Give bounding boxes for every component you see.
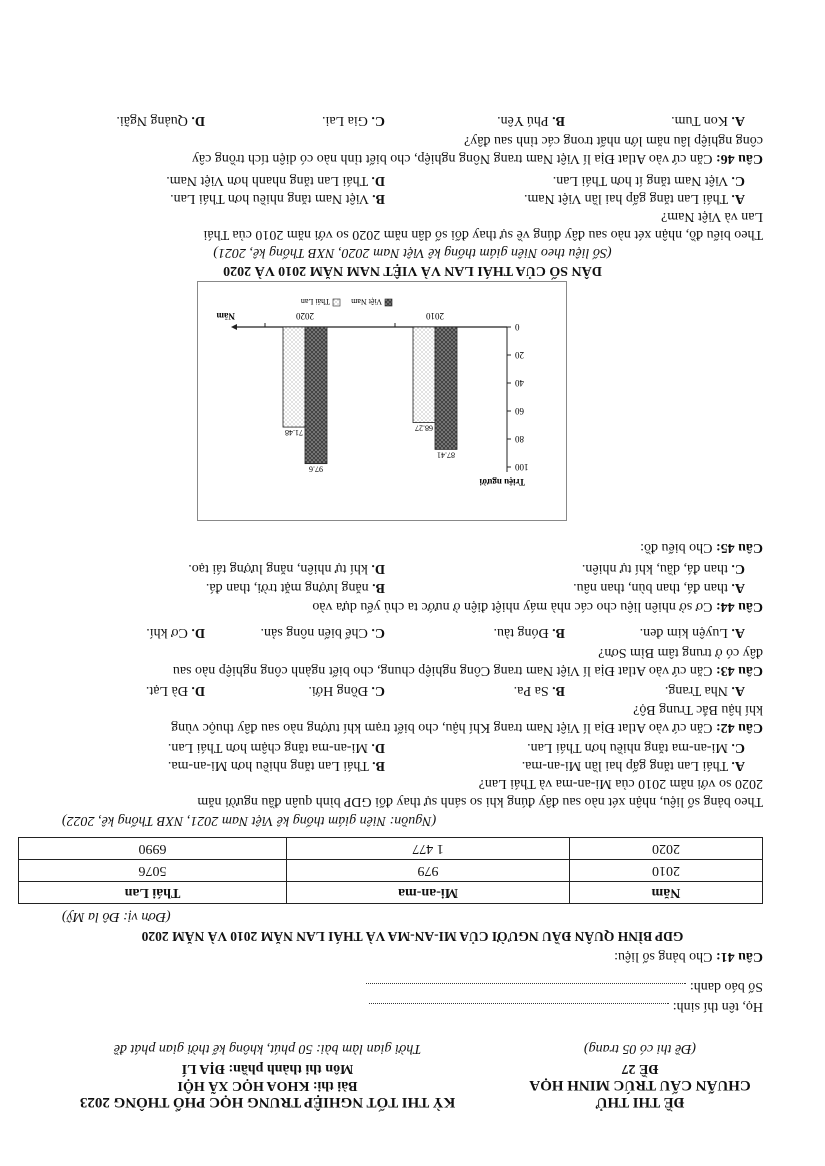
q46-text: Căn cứ vào Atlat Địa lí Việt Nam trang Nông nghiệp, cho biết tỉnh nào có diện tích trồng cây: [191, 151, 713, 166]
q45-stem-2: Lan và Việt Nam?: [661, 209, 763, 224]
header-right-1: KỲ THI TỐT NGHIỆP TRUNG HỌC PHỔ THÔNG 2023: [79, 1094, 456, 1110]
table-header-row: [19, 882, 763, 904]
q46-option-a[interactable]: A. Kon Tum.: [671, 113, 745, 128]
legend-swatch: [385, 299, 392, 306]
bar-value-label: 71.48: [285, 428, 303, 438]
q43-option-b[interactable]: B. Đóng tàu.: [493, 625, 565, 640]
student-name-field[interactable]: [369, 1003, 669, 1016]
header-left-2: CHUẨN CẤU TRÚC MINH HỌA: [529, 1077, 751, 1093]
bar-thái-lan-2010: [413, 327, 435, 423]
q44-text: Cơ sở nhiên liệu cho các nhà máy nhiệt điện ở nước ta chủ yếu dựa vào: [312, 599, 713, 614]
q42-option-b[interactable]: B. Sa Pa.: [513, 683, 565, 698]
q45-option-a-text: Thái Lan tăng gấp hai lần Việt Nam.: [523, 191, 729, 206]
q44-option-b[interactable]: B. năng lượng mặt trời, than đá.: [205, 580, 385, 595]
q46-option-c-text: Gia Lai.: [322, 113, 368, 128]
q45-option-c-text: Việt Nam tăng ít hơn Thái Lan.: [552, 173, 729, 188]
q46-stem-1: [192, 150, 763, 166]
q43-option-c-text: Chế biến nông sản.: [260, 625, 368, 640]
x-tick-label: 2010: [426, 311, 444, 321]
q46-option-c[interactable]: C. Gia Lai.: [322, 113, 385, 128]
table-header-cell: Năm: [570, 882, 763, 904]
header-right-4: Thời gian làm bài: 50 phút, không kể thời gian phát đề: [113, 1041, 422, 1056]
student-name-row: [369, 998, 763, 1016]
bar-việt-nam-2010: [435, 327, 457, 449]
table-header-cell: Thái Lan: [19, 882, 287, 904]
q44-option-b-text: năng lượng mặt trời, than đá.: [205, 580, 369, 595]
legend-label: Việt Nam: [351, 297, 382, 306]
q45-stem-1: Theo biểu đồ, nhận xét nào sau đây đúng về sự thay đổi số dân năm 2020 so với năm 2010 của Thái: [203, 227, 763, 242]
q41-option-a[interactable]: A. Thái Lan tăng gấp hai lần Mi-an-ma.: [521, 758, 745, 773]
header-left-4: (Đề thi có 05 trang): [584, 1041, 696, 1056]
q44-option-c-text: than đá, dầu, khí tự nhiên.: [581, 561, 728, 576]
q44-option-a-text: than đá, than bùn, than nâu.: [573, 580, 728, 595]
q42-option-c[interactable]: C. Đồng Hới.: [308, 683, 385, 698]
y-tick-label: 20: [515, 350, 524, 360]
bar-value-label: 97.6: [309, 464, 323, 474]
q44-option-d-text: khí tự nhiên, năng lượng tái tạo.: [188, 561, 368, 576]
q46-option-d-text: Quảng Ngãi.: [116, 113, 188, 128]
table-cell: 2020: [570, 838, 763, 860]
q42-option-c-text: Đồng Hới.: [308, 683, 368, 698]
q44-label: Câu 44:: [715, 599, 763, 614]
q41-text: Cho bảng số liệu:: [614, 949, 713, 964]
q45-option-c[interactable]: C. Việt Nam tăng ít hơn Thái Lan.: [552, 173, 745, 188]
q46-option-b[interactable]: B. Phú Yên.: [497, 113, 565, 128]
q44-stem: [312, 598, 763, 614]
q42-stem-1: [171, 719, 763, 735]
q45-source: (Số liệu theo Niên giám thống kê Việt Nam 2020, NXB Thống kê, 2021): [213, 245, 612, 260]
header-left-1: ĐỀ THI THỬ: [595, 1094, 685, 1110]
q41-table: [18, 837, 763, 904]
q43-stem-2: đây có ở trung tâm Bỉm Sơn?: [598, 645, 763, 660]
q41-unit: (Đơn vị: Đô la Mỹ): [62, 909, 171, 924]
q43-option-c[interactable]: C. Chế biến nông sản.: [260, 625, 385, 640]
population-chart: [197, 281, 567, 521]
q45-text: Cho biểu đồ:: [640, 540, 713, 555]
y-tick-label: 60: [515, 406, 524, 416]
bar-value-label: 68.27: [415, 423, 433, 433]
table-cell: 6990: [19, 838, 287, 860]
q43-option-d[interactable]: D. Cơ khí.: [146, 625, 205, 640]
bar-value-label: 87.41: [437, 450, 455, 460]
q44-option-d[interactable]: D. khí tự nhiên, năng lượng tái tạo.: [188, 561, 385, 576]
table-row: [19, 838, 763, 860]
q43-option-d-text: Cơ khí.: [146, 625, 188, 640]
q46-option-a-text: Kon Tum.: [671, 113, 728, 128]
q41-stem-2: 2020 so với năm 2010 của Mi-an-ma và Thái Lan?: [478, 776, 763, 791]
q43-stem-1: [173, 662, 763, 678]
y-tick-label: 80: [515, 434, 524, 444]
header-right-2: Bài thi: KHOA HỌC XÃ HỘI: [177, 1078, 358, 1093]
table-cell: 2010: [570, 860, 763, 882]
q41-option-c-text: Mi-an-ma tăng nhiều hơn Thái Lan.: [527, 740, 728, 755]
q42-label: Câu 42:: [715, 720, 763, 735]
q45-stem: [640, 539, 763, 555]
q46-label: Câu 46:: [715, 151, 763, 166]
q43-label: Câu 43:: [715, 663, 763, 678]
q42-option-d[interactable]: D. Đà Lạt.: [145, 683, 205, 698]
q41-option-d[interactable]: D. Mi-an-ma tăng chậm hơn Thái Lan.: [167, 740, 385, 755]
q43-option-b-text: Đóng tàu.: [493, 625, 549, 640]
q41-option-b[interactable]: B. Thái Lan tăng nhiều hơn Mi-an-ma.: [167, 758, 385, 773]
x-tick-label: 2020: [296, 311, 314, 321]
q42-option-a[interactable]: A. Nha Trang.: [664, 683, 745, 698]
q46-option-d[interactable]: D. Quảng Ngãi.: [116, 113, 205, 128]
q45-label: Câu 45:: [715, 540, 763, 555]
bar-thái-lan-2020: [283, 327, 305, 427]
q42-option-d-text: Đà Lạt.: [145, 683, 188, 698]
q45-option-a[interactable]: A. Thái Lan tăng gấp hai lần Việt Nam.: [523, 191, 745, 206]
q42-option-b-text: Sa Pa.: [513, 683, 549, 698]
table-cell: 1 477: [287, 838, 570, 860]
q43-option-a[interactable]: A. Luyện kim đen.: [639, 625, 745, 640]
header-left-3: ĐỀ 27: [621, 1061, 659, 1076]
q41-option-c[interactable]: C. Mi-an-ma tăng nhiều hơn Thái Lan.: [527, 740, 745, 755]
q45-option-d[interactable]: D. Thái Lan tăng nhanh hơn Việt Nam.: [166, 173, 385, 188]
y-axis-label: Triệu người: [479, 477, 525, 487]
q46-stem-2: công nghiệp lâu năm lớn nhất trong các tỉnh sau đây?: [464, 133, 763, 148]
q45-option-b-text: Việt Nam tăng nhiều hơn Thái Lan.: [170, 191, 369, 206]
q41-source: (Nguồn: Niên giám thống kê Việt Nam 2021, NXB Thống kê, 2022): [62, 813, 437, 828]
q42-text: Căn cứ vào Atlat Địa lí Việt Nam trang Khí hậu, cho biết trạm khí tượng nào sau đây thuộc vùng: [171, 720, 713, 735]
legend-label: Thái Lan: [300, 297, 330, 306]
q41-stem: [614, 948, 763, 964]
q46-option-b-text: Phú Yên.: [497, 113, 549, 128]
table-cell: 979: [287, 860, 570, 882]
q45-option-b[interactable]: B. Việt Nam tăng nhiều hơn Thái Lan.: [170, 191, 385, 206]
q43-text: Căn cứ vào Atlat Địa lí Việt Nam trang Công nghiệp chung, cho biết ngành công nghiệp nào sau: [172, 663, 713, 678]
student-id-field[interactable]: [366, 983, 686, 996]
student-name-label: Họ, tên thí sinh:: [672, 999, 763, 1014]
q41-table-title: GDP BÌNH QUÂN ĐẦU NGƯỜI CỦA MI-AN-MA VÀ THÁI LAN NĂM 2010 VÀ NĂM 2020: [141, 929, 684, 944]
q41-option-d-text: Mi-an-ma tăng chậm hơn Thái Lan.: [167, 740, 368, 755]
q43-option-a-text: Luyện kim đen.: [639, 625, 728, 640]
x-axis-label: Năm: [216, 311, 235, 321]
q41-option-b-text: Thái Lan tăng nhiều hơn Mi-an-ma.: [167, 758, 369, 773]
q45-option-d-text: Thái Lan tăng nhanh hơn Việt Nam.: [166, 173, 369, 188]
student-id-label: Số báo danh:: [689, 979, 763, 994]
q44-option-a[interactable]: A. than đá, than bùn, than nâu.: [573, 580, 745, 595]
table-header-cell: Mi-an-ma: [287, 882, 570, 904]
q44-option-c[interactable]: C. than đá, dầu, khí tự nhiên.: [581, 561, 745, 576]
bar-việt-nam-2020: [305, 327, 327, 464]
q42-stem-2: khí hậu Bắc Trung Bộ?: [633, 702, 763, 717]
y-tick-label: 0: [515, 322, 520, 332]
legend-swatch: [333, 299, 340, 306]
table-cell: 5076: [19, 860, 287, 882]
q42-option-a-text: Nha Trang.: [664, 683, 728, 698]
student-id-row: [366, 978, 763, 996]
y-tick-label: 100: [515, 462, 529, 472]
q45-chart-title: DÂN SỐ CỦA THÁI LAN VÀ VIỆT NAM NĂM 2010 VÀ 2020: [223, 263, 602, 278]
q41-option-a-text: Thái Lan tăng gấp hai lần Mi-an-ma.: [521, 758, 729, 773]
q41-label: Câu 41:: [715, 949, 763, 964]
table-row: [19, 860, 763, 882]
header-right-3: Môn thi thành phần: ĐỊA LÍ: [181, 1061, 354, 1076]
q41-stem-1: Theo bảng số liệu, nhận xét nào sau đây đúng khi so sánh sự thay đổi GDP bình quân đầu người năm: [197, 794, 763, 809]
y-tick-label: 40: [515, 378, 524, 388]
